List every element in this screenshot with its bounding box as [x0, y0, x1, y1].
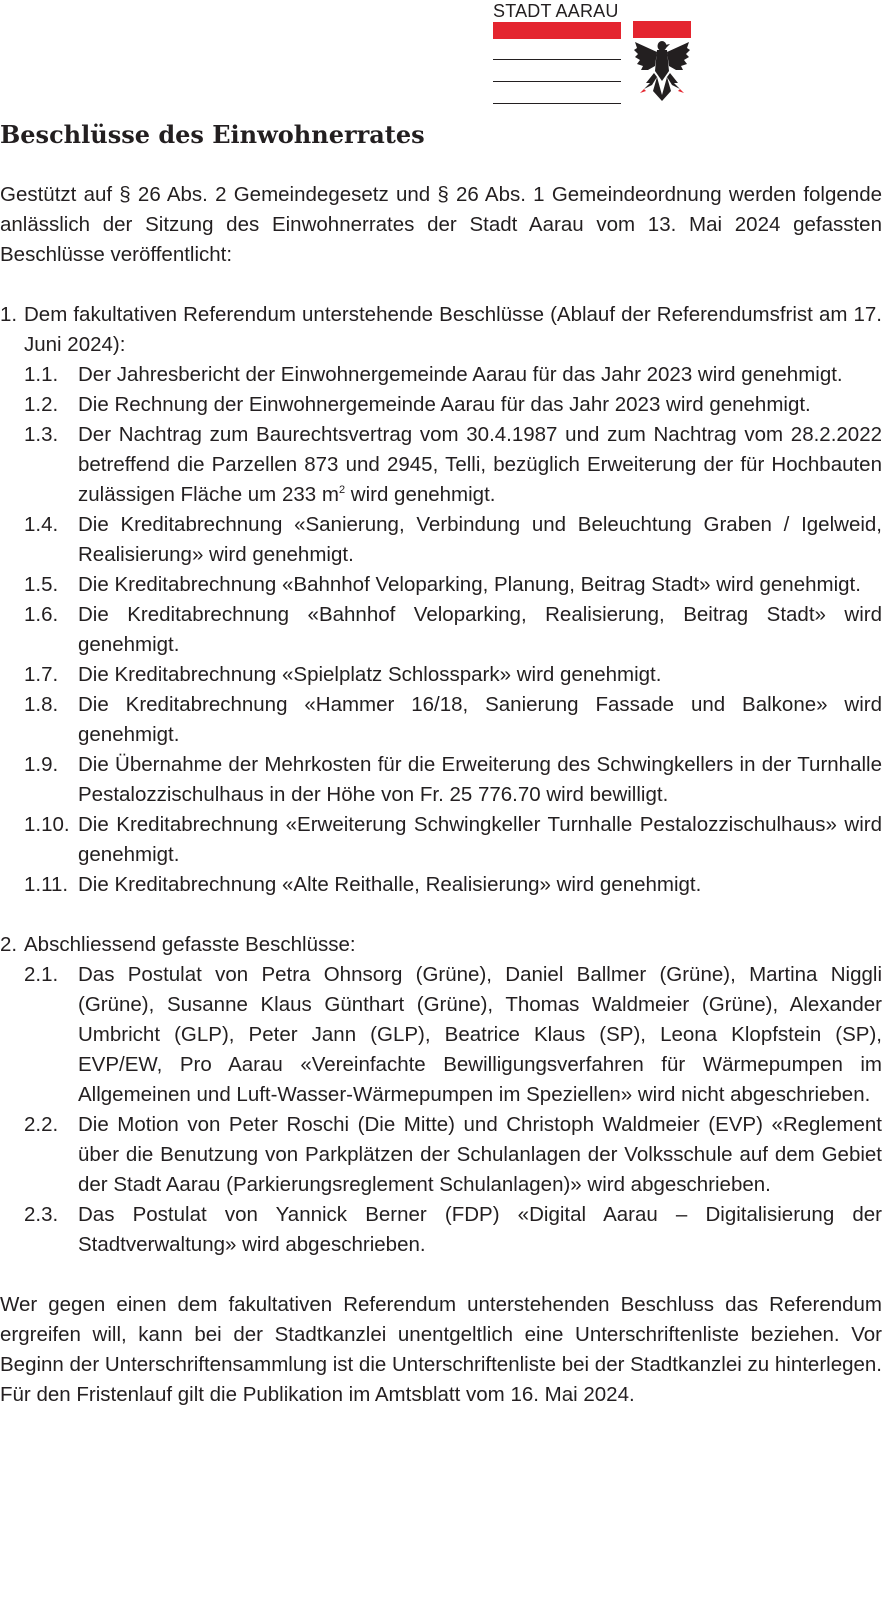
item-text: Die Kreditabrechnung «Spielplatz Schlosspark» wird genehmigt.	[78, 663, 662, 686]
document-body	[0, 118, 882, 1410]
list-item	[0, 870, 882, 900]
item-number: 1.7.	[24, 663, 59, 686]
list-item	[0, 510, 882, 570]
item-text: Die Kreditabrechnung «Bahnhof Veloparking, Planung, Beitrag Stadt» wird genehmigt.	[78, 573, 861, 596]
list-item	[0, 390, 882, 420]
item-text: Die Kreditabrechnung «Hammer 16/18, Sanierung Fassade und Balkone» wird genehmigt.	[78, 693, 882, 746]
item-number: 1.6.	[24, 603, 59, 626]
item-number: 1.5.	[24, 573, 59, 596]
item-text: Das Postulat von Petra Ohnsorg (Grüne), Daniel Ballmer (Grüne), Martina Niggli (Grüne), Susanne Klaus Günthart (Grüne), Thomas Waldmeier (Grüne), Alexander Umbricht (GLP), Peter Jann (GLP), Beatrice Klaus (SP), Leona Klopfstein (SP), EVP/EW, Pro Aarau «Vereinfachte Bewilligungsverfahren für Wärmepumpen im Allgemeinen und Luft-Wasser-Wärmepumpen im Speziellen» wird nicht abgeschrieben.	[78, 963, 882, 1106]
item-text: Die Kreditabrechnung «Alte Reithalle, Realisierung» wird genehmigt.	[78, 873, 702, 896]
logo-text: STADT AARAU	[493, 1, 619, 21]
item-text: Die Kreditabrechnung «Sanierung, Verbindung und Beleuchtung Graben / Igelweid, Realisierung» wird genehmigt.	[78, 513, 882, 566]
item-text: Die Übernahme der Mehrkosten für die Erweiterung des Schwingkellers in der Turnhalle Pestalozzischulhaus in der Höhe von Fr. 25 776.70 wird bewilligt.	[78, 753, 882, 806]
item-number: 1.10.	[24, 813, 70, 836]
list-item	[0, 1110, 882, 1200]
item-number: 2.3.	[24, 1203, 59, 1226]
section-heading	[0, 300, 882, 360]
section-number: 2.	[0, 933, 18, 956]
list-item	[0, 690, 882, 750]
logo-line	[493, 103, 621, 104]
page-title: Beschlüsse des Einwohnerrates	[0, 120, 425, 149]
list-item	[0, 810, 882, 870]
item-text	[78, 420, 882, 510]
item-number: 1.9.	[24, 753, 59, 776]
section-number: 1.	[0, 303, 18, 326]
superscript: 2	[338, 484, 346, 496]
item-number: 1.2.	[24, 393, 59, 416]
item-text: Die Kreditabrechnung «Bahnhof Veloparking, Realisierung, Beitrag Stadt» wird genehmigt.	[78, 603, 882, 656]
section-1	[0, 300, 882, 900]
closing-paragraph: Wer gegen einen dem fakultativen Referendum unterstehenden Beschluss das Referendum ergreifen will, kann bei der Stadtkanzlei unentgeltlich eine Unterschriftenliste beziehen. Vor Beginn der Unterschriftensammlung ist die Unterschriftenliste bei der Stadtkanzlei zu hinterlegen. Für den Fristenlauf gilt die Publikation im Amtsblatt vom 16. Mai 2024.	[0, 1293, 882, 1406]
item-number: 2.1.	[24, 963, 59, 986]
list-item	[0, 420, 882, 510]
section-heading-text: Dem fakultativen Referendum unterstehende Beschlüsse (Ablauf der Referendumsfrist am 17. Juni 2024):	[24, 303, 882, 356]
item-text-part: wird genehmigt.	[345, 483, 496, 506]
item-text-part: Der Nachtrag zum Baurechtsvertrag vom 30.4.1987 und zum Nachtrag vom 28.2.2022 betreffend die Parzellen 873 und 2945, Telli, bezüglich Erweiterung der für Hochbauten zulässigen Fläche um 233 m	[78, 423, 882, 506]
item-text: Das Postulat von Yannick Berner (FDP) «Digital Aarau – Digitalisierung der Stadtverwaltung» wird abgeschrieben.	[78, 1203, 882, 1256]
intro-paragraph: Gestützt auf § 26 Abs. 2 Gemeindegesetz und § 26 Abs. 1 Gemeindeordnung werden folgende anlässlich der Sitzung des Einwohnerrates der Stadt Aarau vom 13. Mai 2024 gefassten Beschlüsse veröffentlicht:	[0, 183, 882, 266]
logo-line	[493, 81, 621, 82]
eagle-shield-icon	[633, 21, 691, 103]
item-text: Die Rechnung der Einwohnergemeinde Aarau für das Jahr 2023 wird genehmigt.	[78, 393, 811, 416]
list-item	[0, 360, 882, 390]
list-item	[0, 660, 882, 690]
section-heading-text: Abschliessend gefasste Beschlüsse:	[24, 933, 356, 956]
section-heading	[0, 930, 882, 960]
logo-line	[493, 59, 621, 60]
item-text: Die Kreditabrechnung «Erweiterung Schwingkeller Turnhalle Pestalozzischulhaus» wird genehmigt.	[78, 813, 882, 866]
logo-red-bar	[493, 22, 621, 39]
item-number: 1.1.	[24, 363, 59, 386]
list-item	[0, 960, 882, 1110]
list-item	[0, 570, 882, 600]
item-number: 1.4.	[24, 513, 59, 536]
list-item	[0, 1200, 882, 1260]
item-number: 1.3.	[24, 423, 59, 446]
item-number: 2.2.	[24, 1113, 59, 1136]
list-item	[0, 750, 882, 810]
section-2	[0, 930, 882, 1260]
item-text: Der Jahresbericht der Einwohnergemeinde Aarau für das Jahr 2023 wird genehmigt.	[78, 363, 843, 386]
item-number: 1.11.	[24, 873, 69, 896]
stadt-aarau-logo	[493, 0, 693, 106]
list-item	[0, 600, 882, 660]
item-number: 1.8.	[24, 693, 59, 716]
item-text: Die Motion von Peter Roschi (Die Mitte) und Christoph Waldmeier (EVP) «Reglement über die Benutzung von Parkplätzen der Schulanlagen der Volksschule auf dem Gebiet der Stadt Aarau (Parkierungsreglement Schulanlagen)» wird abgeschrieben.	[78, 1113, 882, 1196]
